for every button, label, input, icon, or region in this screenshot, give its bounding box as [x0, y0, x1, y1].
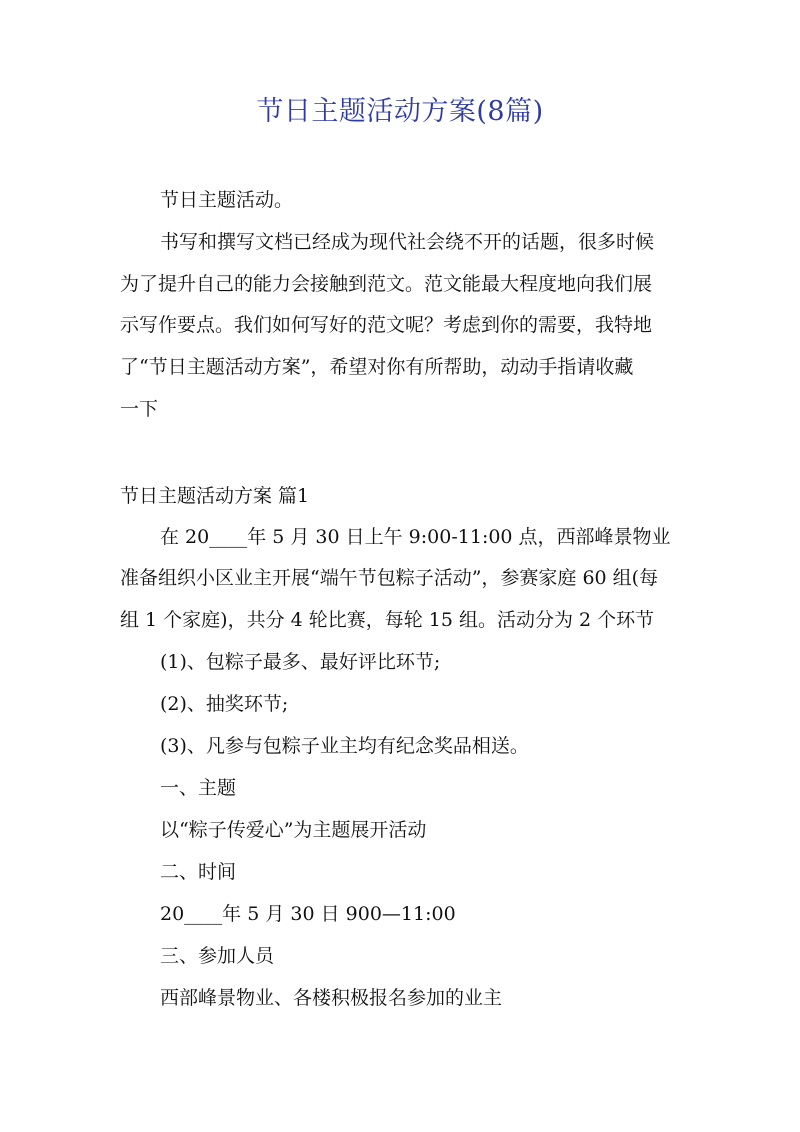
list-item: 一、主题: [160, 777, 237, 799]
list-item: (2)、抽奖环节;: [160, 693, 289, 715]
intro-line-4: 了“节日主题活动方案”，希望对你有所帮助，动动手指请收藏: [120, 356, 634, 378]
list-item: 西部峰景物业、各楼积极报名参加的业主: [160, 987, 503, 1009]
list-item: 二、时间: [160, 861, 237, 883]
list-item: (3)、凡参与包粽子业主均有纪念奖品相送。: [160, 735, 529, 757]
section-line-1: 在 20____年 5 月 30 日上午 9:00-11:00 点，西部峰景物业: [160, 526, 671, 548]
intro-line-3: 示写作要点。我们如何写好的范文呢？考虑到你的需要，我特地: [120, 314, 653, 336]
list-item: 三、参加人员: [160, 945, 275, 967]
list-item: 20____年 5 月 30 日 900—11:00: [160, 903, 456, 925]
list-item: 以“粽子传爱心”为主题展开活动: [160, 819, 427, 841]
section-line-3: 组 1 个家庭)，共分 4 轮比赛，每轮 15 组。活动分为 2 个环节: [120, 609, 655, 631]
intro-heading: 节日主题活动。: [160, 189, 294, 211]
section-line-2: 准备组织小区业主开展“端午节包粽子活动”，参赛家庭 60 组(每: [120, 567, 659, 589]
document-title: 节日主题活动方案(8篇): [256, 96, 544, 127]
list-item: (1)、包粽子最多、最好评比环节;: [160, 651, 441, 673]
section-heading: 节日主题活动方案 篇1: [120, 485, 310, 507]
intro-line-1: 书写和撰写文档已经成为现代社会绕不开的话题，很多时候: [160, 231, 655, 253]
intro-line-5: 一下: [120, 398, 159, 420]
intro-line-2: 为了提升自己的能力会接触到范文。范文能最大程度地向我们展: [120, 273, 653, 295]
